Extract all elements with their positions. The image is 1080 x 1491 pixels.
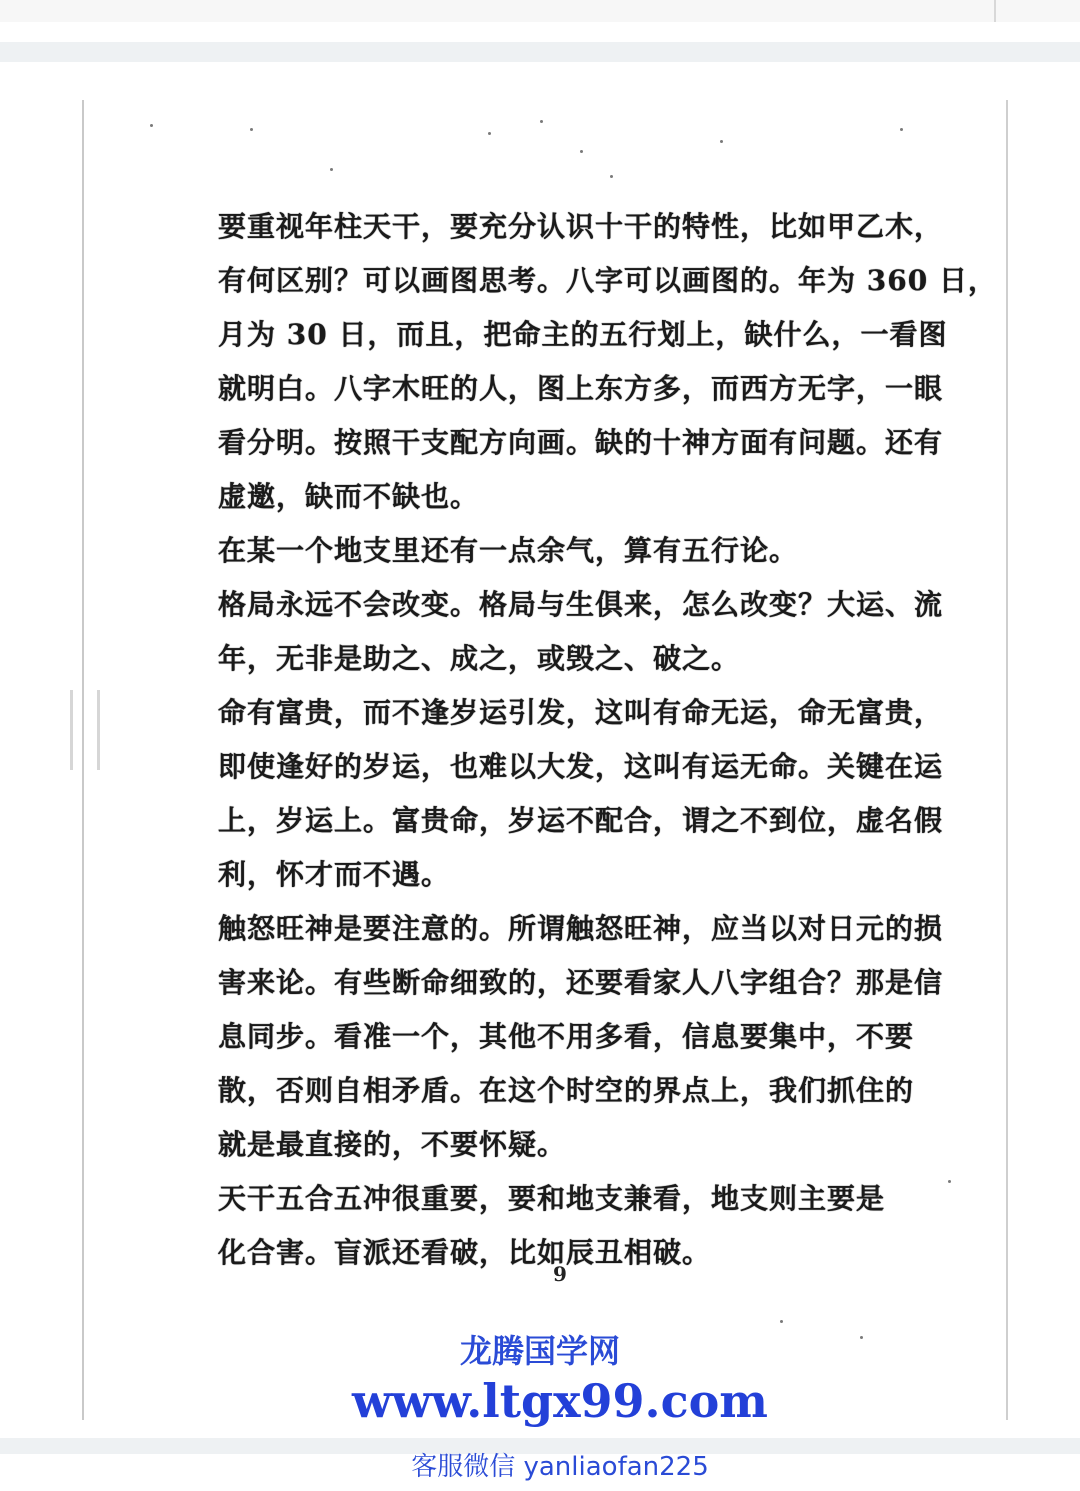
text-line: 在某一个地支里还有一点余气，算有五行论。 bbox=[218, 534, 799, 567]
text-line: 触怒旺神是要注意的。所谓触怒旺神，应当以对日元的损 bbox=[218, 912, 944, 945]
page-number: 9 bbox=[553, 1262, 567, 1286]
text-line: 看分明。按照干支配方向画。缺的十神方面有问题。还有 bbox=[218, 426, 944, 459]
top-band bbox=[0, 42, 1080, 62]
text-line: 息同步。看准一个，其他不用多看，信息要集中，不要 bbox=[218, 1020, 915, 1053]
scan-speck bbox=[900, 128, 903, 131]
top-strip bbox=[0, 0, 1080, 22]
scan-speck bbox=[948, 1180, 951, 1183]
text-line: 天干五合五冲很重要，要和地支兼看，地支则主要是 bbox=[218, 1182, 886, 1215]
watermark-site-name: 龙腾国学网 bbox=[459, 1332, 620, 1370]
watermark-url: www.ltgx99.com bbox=[352, 1374, 768, 1428]
text-line: 化合害。盲派还看破，比如辰丑相破。 bbox=[218, 1236, 712, 1269]
scan-speck bbox=[580, 150, 583, 153]
text-line: 害来论。有些断命细致的，还要看家人八字组合？那是信 bbox=[218, 966, 944, 999]
watermark-contact: 客服微信 yanliaofan225 bbox=[411, 1452, 709, 1482]
text-line: 月为 30 日，而且，把命主的五行划上，缺什么，一看图 bbox=[218, 318, 948, 351]
text-line: 就是最直接的，不要怀疑。 bbox=[218, 1128, 567, 1161]
text-line: 上，岁运上。富贵命，岁运不配合，谓之不到位，虚名假 bbox=[218, 804, 944, 837]
text-line: 格局永远不会改变。格局与生俱来，怎么改变？大运、流 bbox=[218, 588, 944, 621]
text-line: 年，无非是助之、成之，或毁之、破之。 bbox=[218, 642, 741, 675]
page-right-edge bbox=[1006, 100, 1008, 1420]
document-body bbox=[218, 200, 997, 1280]
text-line: 即使逢好的岁运，也难以大发，这叫有运无命。关键在运 bbox=[218, 750, 944, 783]
text-line: 利，怀才而不遇。 bbox=[218, 858, 451, 891]
scan-speck bbox=[780, 1320, 783, 1323]
scan-speck bbox=[540, 120, 543, 123]
text-line: 散，否则自相矛盾。在这个时空的界点上，我们抓住的 bbox=[218, 1074, 915, 1107]
scan-speck bbox=[250, 128, 253, 131]
text-line: 要重视年柱天干，要充分认识十干的特性，比如甲乙木， bbox=[218, 210, 944, 243]
scan-speck bbox=[488, 132, 491, 135]
scan-speck bbox=[860, 1336, 863, 1339]
scan-speck bbox=[610, 175, 613, 178]
scan-speck bbox=[330, 168, 333, 171]
text-line: 虚邀，缺而不缺也。 bbox=[218, 480, 480, 513]
top-strip-mark bbox=[994, 0, 996, 22]
text-line: 命有富贵，而不逢岁运引发，这叫有命无运，命无富贵， bbox=[218, 696, 944, 729]
text-line: 就明白。八字木旺的人，图上东方多，而西方无字，一眼 bbox=[218, 372, 944, 405]
binding-clip-mark bbox=[70, 690, 100, 770]
scan-speck bbox=[150, 124, 153, 127]
text-line: 有何区别？可以画图思考。八字可以画图的。年为 360 日， bbox=[218, 264, 997, 297]
scan-speck bbox=[720, 140, 723, 143]
